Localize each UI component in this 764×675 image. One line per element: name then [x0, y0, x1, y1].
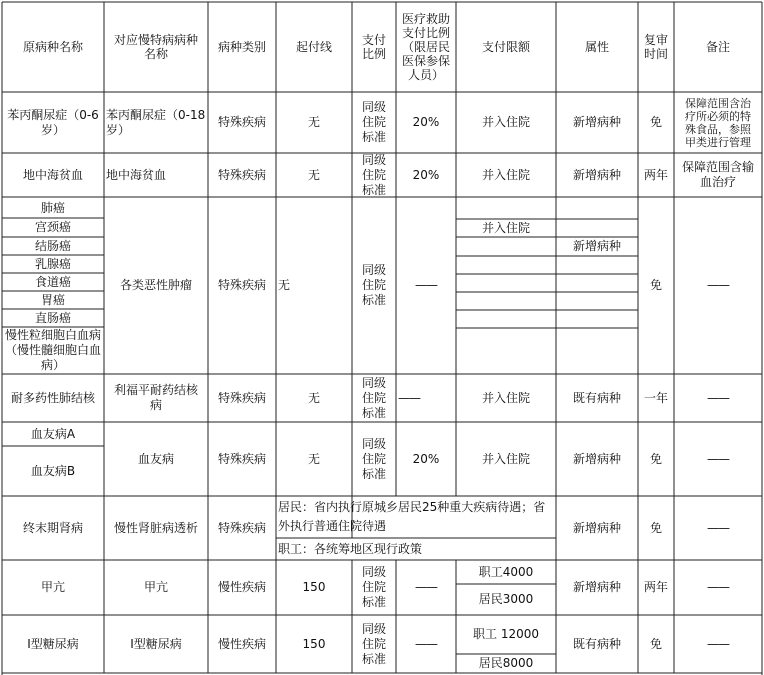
header-deductible: 起付线 — [295, 40, 332, 54]
table-row-hyper-remark: —— — [707, 580, 729, 594]
table-row-pku-attr: 新增病种 — [572, 115, 621, 129]
table-row-tb-orig: 耐多药性肺结核 — [10, 390, 95, 405]
table-row-cancer-orig-2: 结肠癌 — [34, 238, 71, 253]
table-row-cancer-chronic: 各类恶性肿瘤 — [119, 278, 192, 292]
table-row-hemo-limit: 并入住院 — [481, 451, 530, 466]
table-row-hyper-limit-worker: 职工4000 — [478, 564, 534, 579]
table-row-hyper-chronic: 甲亢 — [143, 580, 168, 594]
table-row-cancer-orig-1: 宫颈癌 — [34, 220, 71, 234]
table-row-hyper-limit-resident: 居民3000 — [478, 592, 534, 606]
header-remarks: 备注 — [705, 40, 730, 54]
table-row-thal-chronic: 地中海贫血 — [106, 167, 167, 182]
header-pay-limit: 支付限额 — [481, 40, 530, 54]
table-row-hemo-orig-b: 血友病B — [30, 463, 76, 478]
table-row-esrd-orig: 终末期肾病 — [22, 520, 83, 535]
table-row-t1d-attr: 既有病种 — [572, 636, 621, 651]
table-row-hemo-category: 特殊疾病 — [217, 451, 266, 466]
table-row-pku-ratio: 同级住院标准 — [361, 100, 386, 144]
table-row-pku-category: 特殊疾病 — [217, 115, 266, 129]
table-row-pku-deductible: 无 — [307, 115, 320, 129]
header-orig-name: 原病种名称 — [22, 40, 83, 54]
table-row-t1d-deductible: 150 — [302, 636, 326, 651]
table-row-thal-limit: 并入住院 — [481, 167, 530, 182]
table-row-cancer-orig-0: 肺癌 — [40, 200, 65, 215]
table-row-t1d-limit-worker: 职工 12000 — [473, 627, 539, 641]
table-row-esrd-category: 特殊疾病 — [217, 520, 266, 535]
table-row-cancer-orig-7: 慢性粒细胞白血病（慢性髓细胞白血病） — [4, 328, 101, 372]
table-row-hyper-review: 两年 — [643, 580, 668, 594]
table-row-hemo-deductible: 无 — [307, 451, 320, 466]
table-row-esrd-remark: —— — [707, 520, 729, 535]
header-attribute: 属性 — [584, 40, 609, 54]
table-row-pku-orig: 苯丙酮尿症（0-6岁） — [7, 107, 99, 137]
table-row-cancer-orig-6: 直肠癌 — [34, 310, 71, 325]
table-row-cancer-limit: 并入住院 — [481, 220, 530, 235]
table-row-cancer-orig-4: 食道癌 — [34, 274, 71, 289]
header-pay-ratio: 支付比例 — [361, 33, 386, 61]
table-row-cancer-review: 免 — [649, 278, 662, 292]
table-row-esrd-review: 免 — [649, 520, 662, 535]
table-row-thal-category: 特殊疾病 — [217, 167, 266, 182]
table-row-t1d-aid: —— — [415, 636, 437, 651]
table-row-thal-aid: 20% — [412, 167, 440, 182]
table-row-hyper-orig: 甲亢 — [40, 580, 65, 594]
table-row-t1d-category: 慢性疾病 — [217, 636, 266, 651]
table-row-t1d-chronic: I型糖尿病 — [130, 636, 182, 651]
table-row-t1d-ratio: 同级住院标准 — [361, 621, 386, 666]
table-row-cancer-attr: 新增病种 — [572, 239, 621, 253]
table-row-thal-orig: 地中海贫血 — [22, 167, 83, 182]
table-row-cancer-deductible: 无 — [278, 278, 291, 292]
table-row-tb-limit: 并入住院 — [481, 390, 530, 405]
table-row-hemo-attr: 新增病种 — [572, 451, 621, 466]
table-row-tb-chronic: 利福平耐药结核病 — [114, 383, 199, 412]
table-row-hemo-review: 免 — [649, 451, 662, 466]
table-row-thal-deductible: 无 — [307, 167, 320, 182]
table-row-pku-limit: 并入住院 — [481, 115, 530, 129]
table-row-t1d-orig: I型糖尿病 — [27, 636, 79, 651]
table-row-t1d-remark: —— — [707, 636, 729, 651]
table-row-pku-chronic: 苯丙酮尿症（0-18岁） — [106, 107, 206, 137]
table-row-hemo-remark: —— — [707, 451, 729, 466]
table-row-t1d-limit-resident: 居民8000 — [478, 656, 534, 670]
table-row-tb-ratio: 同级住院标准 — [361, 375, 386, 420]
table-row-hemo-aid: 20% — [412, 451, 440, 466]
table-row-thal-attr: 新增病种 — [572, 167, 621, 182]
table-row-esrd-attr: 新增病种 — [572, 520, 621, 535]
table-row-thal-ratio: 同级住院标准 — [361, 153, 386, 197]
header-aid-ratio: 医疗救助支付比例（限居民医保参保人员） — [401, 12, 450, 82]
table-row-t1d-review: 免 — [649, 636, 662, 651]
header-chronic-name: 对应慢特病病种名称 — [113, 33, 198, 61]
table-row-pku-remark: 保障范围含治疗所必须的特殊食品，参照甲类进行管理 — [685, 96, 751, 149]
table-row-hyper-ratio: 同级住院标准 — [361, 565, 386, 609]
table-row-tb-attr: 既有病种 — [572, 390, 621, 405]
table-row-hemo-orig-a: 血友病A — [30, 426, 76, 441]
header-review: 复审时间 — [643, 33, 668, 61]
table-row-cancer-category: 特殊疾病 — [217, 278, 266, 292]
table-row-cancer-aid: —— — [415, 278, 437, 292]
table-row-hyper-attr: 新增病种 — [572, 580, 621, 594]
table-row-tb-deductible: 无 — [307, 390, 320, 405]
table-row-esrd-chronic: 慢性肾脏病透析 — [114, 520, 199, 535]
table-row-cancer-remark: —— — [707, 278, 729, 292]
table-row-pku-aid: 20% — [412, 115, 440, 129]
table-row-hyper-aid: —— — [415, 580, 437, 594]
table-row-thal-review: 两年 — [643, 167, 668, 182]
table-row-tb-review: 一年 — [643, 390, 668, 405]
table-row-hemo-chronic: 血友病 — [137, 451, 174, 466]
table-row-cancer-orig-3: 乳腺癌 — [34, 256, 71, 271]
table-row-esrd-worker-policy: 职工：各统筹地区现行政策 — [278, 541, 423, 556]
table-row-hyper-category: 慢性疾病 — [217, 580, 266, 594]
table-row-tb-aid: —— — [398, 390, 420, 405]
table-row-tb-remark: —— — [707, 390, 729, 405]
table-row-esrd-resident-policy: 居民：省内执行原城乡居民25种重大疾病待遇；省外执行普通住院待遇 — [278, 500, 546, 533]
table-row-cancer-orig-5: 胃癌 — [40, 292, 65, 307]
table-row-thal-remark: 保障范围含输血治疗 — [681, 160, 754, 189]
table-row-tb-category: 特殊疾病 — [217, 390, 266, 405]
table-row-hyper-deductible: 150 — [302, 580, 326, 594]
table-row-pku-review: 免 — [649, 115, 662, 129]
header-category: 病种类别 — [217, 40, 266, 54]
table-row-hemo-ratio: 同级住院标准 — [361, 436, 386, 481]
table-row-cancer-ratio: 同级住院标准 — [361, 263, 386, 307]
